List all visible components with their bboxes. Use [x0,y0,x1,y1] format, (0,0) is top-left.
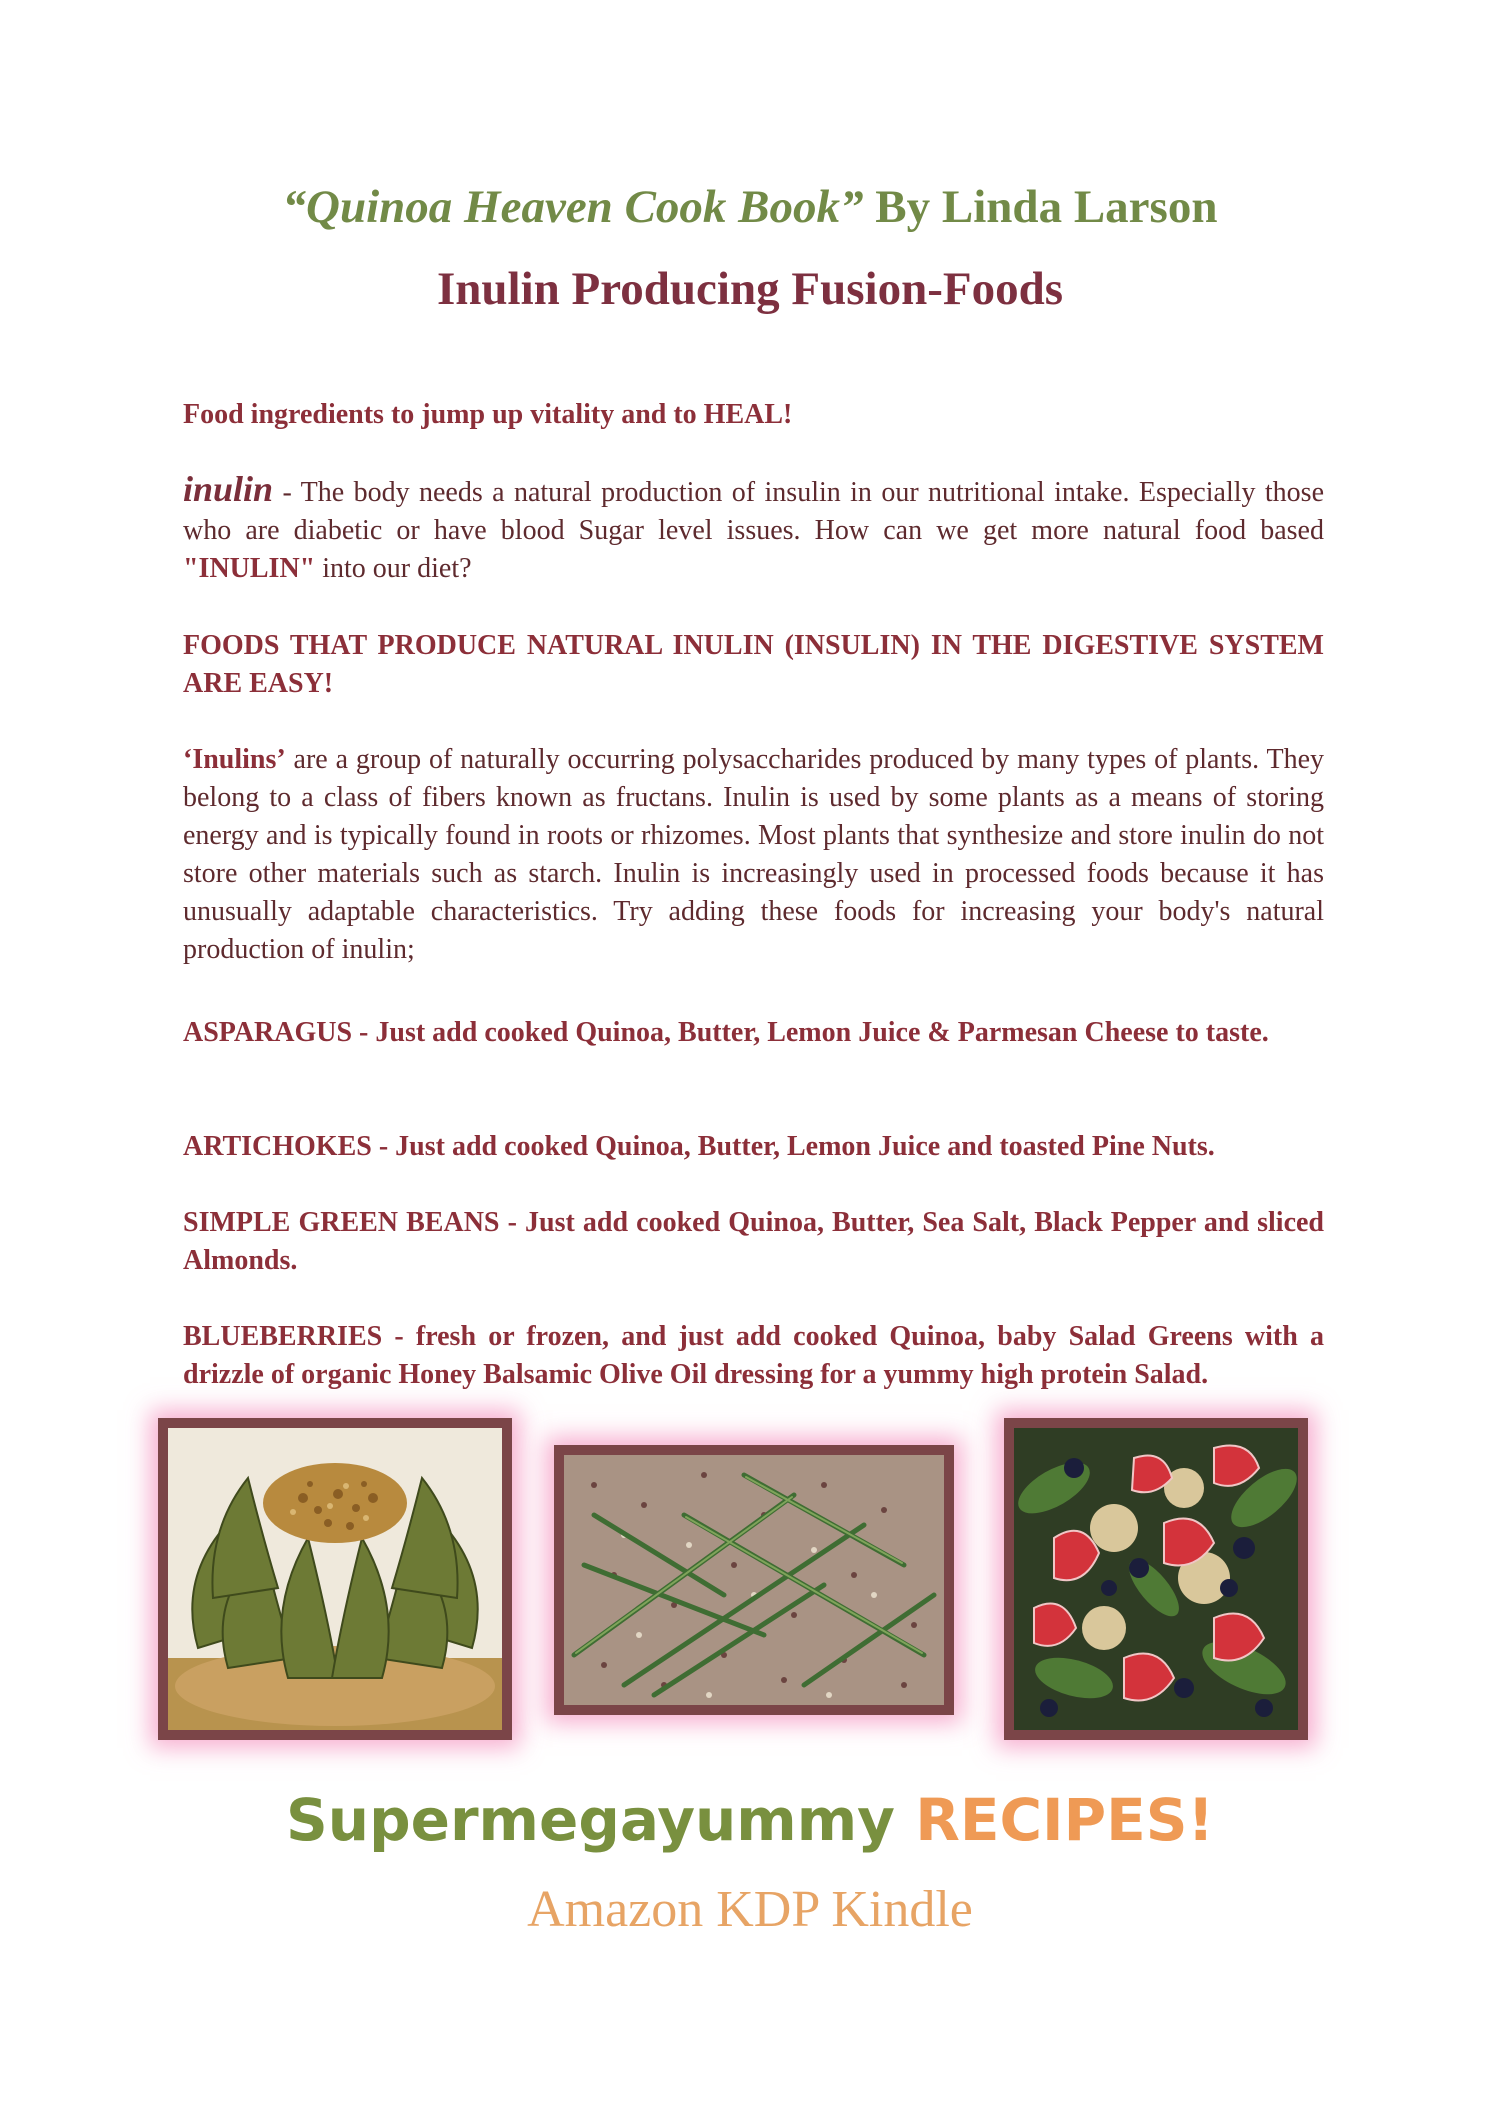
inulin-bold: "INULIN" [183,553,316,584]
artichoke-image [168,1428,502,1730]
foods-heading: FOODS THAT PRODUCE NATURAL INULIN (INSULIN) IN THE DIGESTIVE SYSTEM ARE EASY! [183,630,1324,699]
recipe-green-beans: SIMPLE GREEN BEANS - Just add cooked Quinoa, Butter, Sea Salt, Black Pepper and sliced Almonds. [183,1207,1324,1276]
page-subtitle: Inulin Producing Fusion-Foods [436,263,1063,315]
recipe-artichokes: ARTICHOKES - Just add cooked Quinoa, Butter, Lemon Juice and toasted Pine Nuts. [183,1131,1215,1162]
inulin-text-2: into our diet? [315,553,472,584]
recipe-blueberries: BLUEBERRIES - fresh or frozen, and just add cooked Quinoa, baby Salad Greens with a drizzle of organic Honey Balsamic Olive Oil dressing for a yummy high protein Salad. [183,1321,1324,1390]
inulins-text: are a group of naturally occurring polysaccharides produced by many types of plants. They belong to a class of fibers known as fructans. Inulin is used by some plants as a means of storing energy and is typically found in roots or rhizomes. Most plants that synthesize and store inulin do not store other materials such as starch. Inulin is increasingly used in processed foods because it has unusually adaptable characteristics. Try adding these foods for increasing your body's natural production of inulin; [183,744,1324,965]
cta-highlight: RECIPES! [915,1786,1214,1854]
cta-word: Supermegayummy [286,1786,895,1854]
byline: By Linda Larson [875,181,1218,233]
recipe-asparagus: ASPARAGUS - Just add cooked Quinoa, Butter, Lemon Juice & Parmesan Cheese to taste. [183,1017,1269,1048]
cta-headline [0,1786,1500,1854]
green-beans-image [564,1455,944,1705]
artichoke-photo [158,1418,512,1740]
inulins-term: ‘Inulins’ [183,744,286,775]
platform-label: Amazon KDP Kindle [527,1881,973,1938]
tagline: Food ingredients to jump up vitality and to HEAL! [183,399,793,430]
inulins-paragraph [183,741,1324,969]
berry-salad-image [1014,1428,1298,1730]
book-title-line [0,180,1500,234]
book-title: “Quinoa Heaven Cook Book” [282,181,864,233]
berry-salad-photo [1004,1418,1308,1740]
inulin-term: inulin [183,469,274,509]
inulin-paragraph [183,470,1324,588]
green-beans-photo [554,1445,954,1715]
inulin-text-1: - The body needs a natural production of insulin in our nutritional intake. Especially those who are diabetic or have blood Sugar level issues. How can we get more natural food based [183,477,1324,546]
